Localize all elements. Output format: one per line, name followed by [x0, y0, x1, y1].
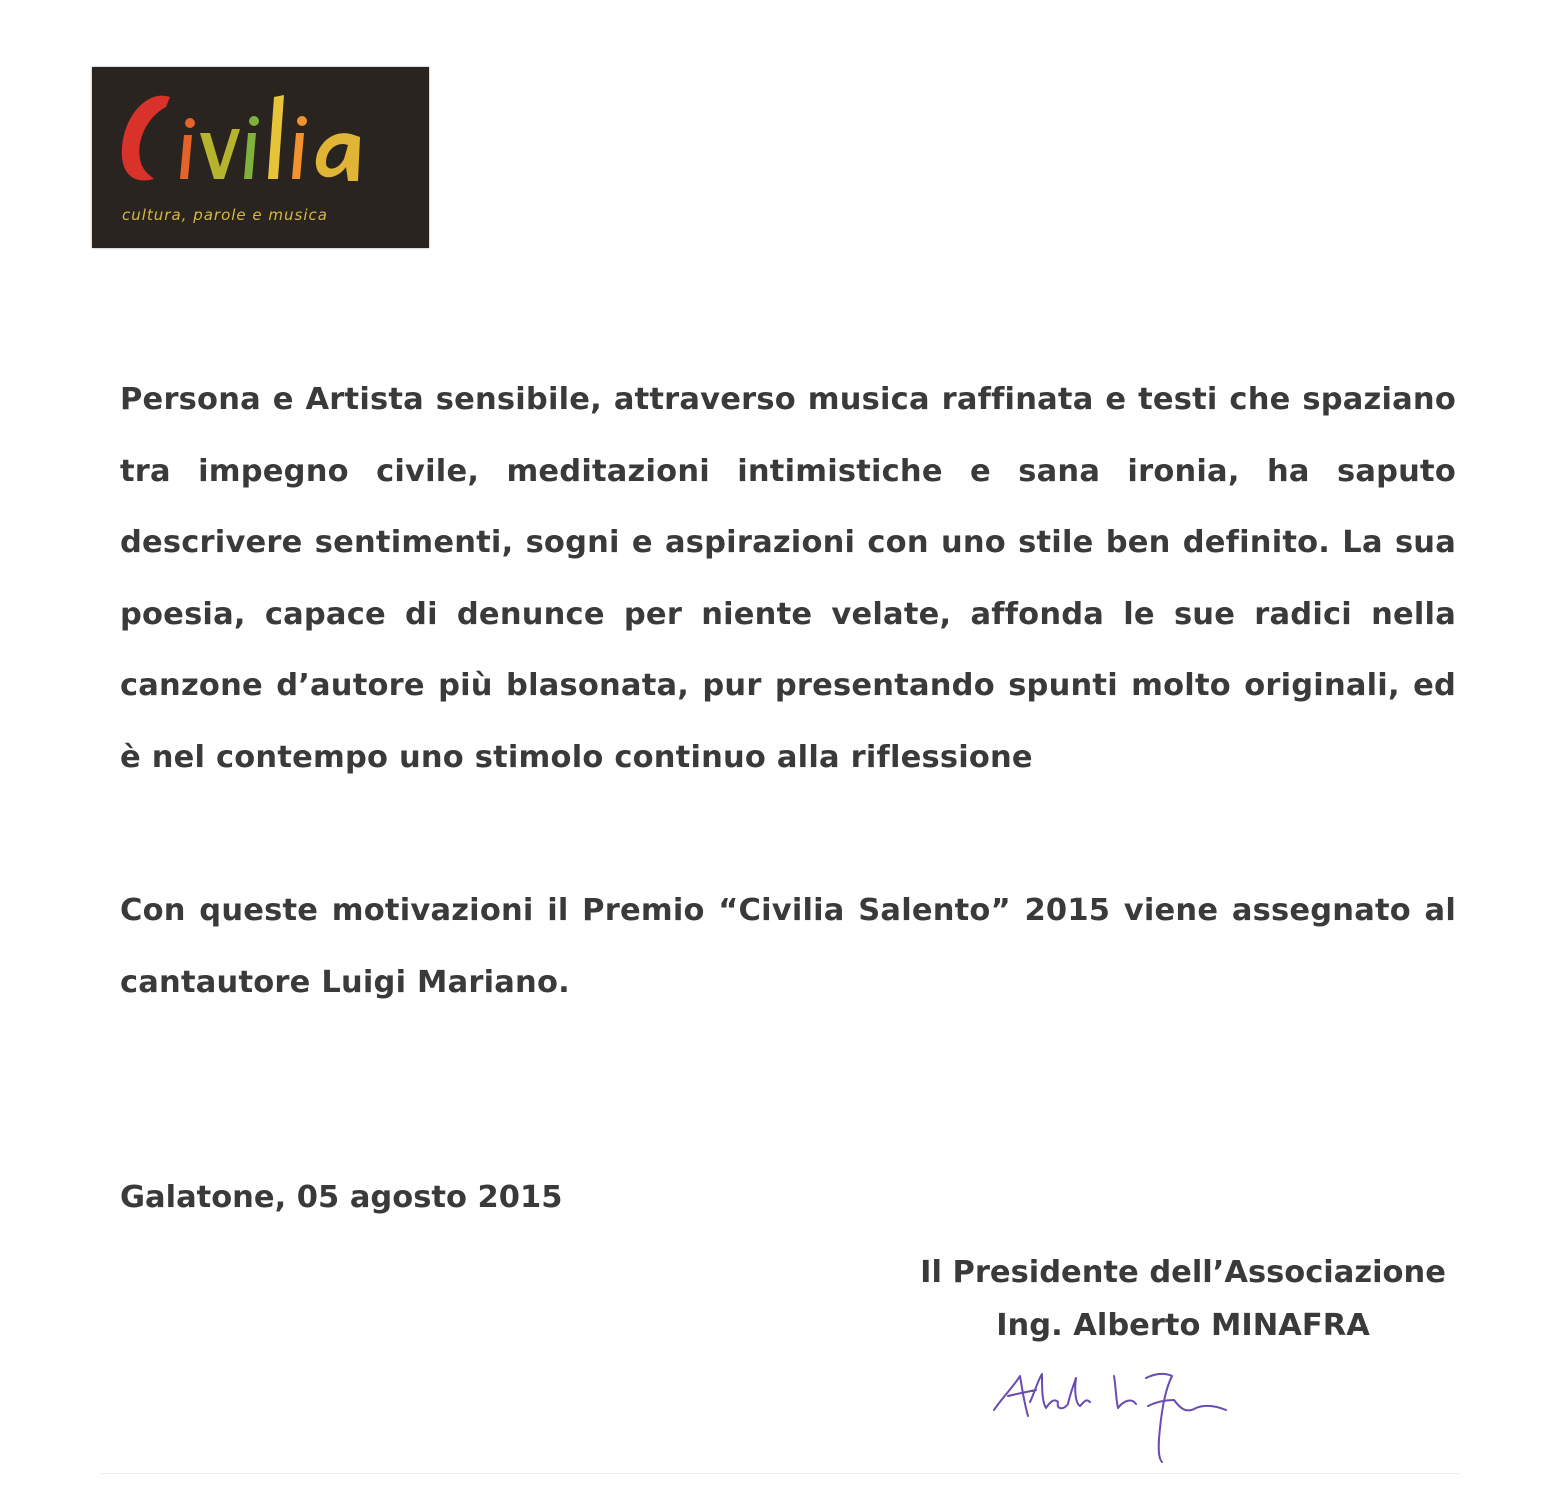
signature-graphic: [986, 1358, 1246, 1468]
logo-letter-c: [122, 96, 170, 181]
logo-letter-i3: [292, 133, 304, 179]
logo-letter-v: [200, 129, 240, 179]
logo-letter-a: [316, 133, 360, 181]
handwritten-signature: [986, 1358, 1246, 1472]
civilia-logo-graphic: [92, 67, 429, 248]
place-date: Galatone, 05 agosto 2015: [120, 1180, 563, 1215]
signatory-role: Il Presidente dell’Associazione: [920, 1255, 1446, 1290]
logo-letter-l: [268, 95, 284, 179]
signatory-name: Ing. Alberto MINAFRA: [996, 1308, 1370, 1343]
civilia-logo: [92, 67, 429, 248]
logo-letter-i2: [244, 133, 256, 179]
award-paragraph: Con queste motivazioni il Premio “Civilia Salento” 2015 viene assegnato al cantautore Luigi Mariano.: [120, 893, 1456, 1000]
motivation-paragraph: Persona e Artista sensibile, attraverso musica raffinata e testi che spaziano tra impegno civile, meditazioni intimistiche e sana ironia, ha saputo descrivere sentimenti, sogni e aspirazioni con uno stile ben definito. La sua poesia, capace di denunce per niente velate, affonda le sue radici nella canzone d’autore più blasonata, pur presentando spunti molto originali, ed è nel contempo uno stimolo continuo alla riflessione: [120, 382, 1456, 775]
logo-letter-i1: [180, 135, 192, 179]
logo-tagline: cultura, parole e musica: [122, 206, 328, 224]
signature-block: [900, 1246, 1466, 1352]
page-bottom-edge: [100, 1473, 1460, 1474]
